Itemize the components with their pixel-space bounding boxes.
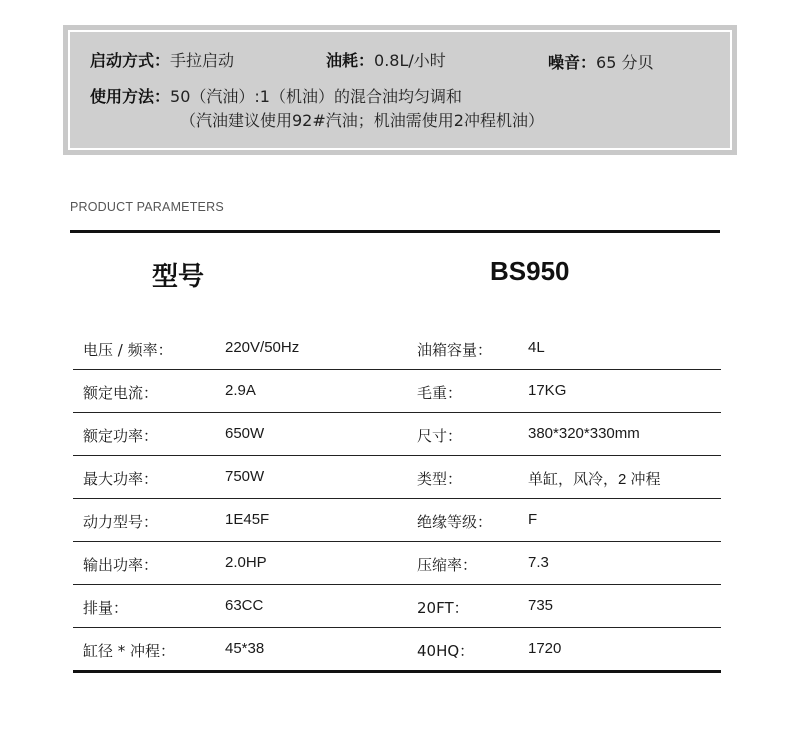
start-method — [90, 48, 234, 71]
param-label: 输出功率： — [83, 556, 159, 574]
section-label: PRODUCT PARAMETERS — [70, 200, 224, 214]
usage-method-line2: （汽油建议使用92#汽油；机油需使用2冲程机油） — [180, 111, 544, 130]
fuel-consumption — [326, 48, 446, 71]
noise-level-label: 噪音： — [548, 53, 597, 72]
noise-level-value: 65 分贝 — [596, 53, 654, 72]
table-row — [73, 370, 721, 413]
param-label: 动力型号： — [83, 513, 159, 531]
param-label: 类型： — [417, 470, 463, 488]
param-label: 排量： — [83, 599, 129, 617]
param-label: 最大功率： — [83, 470, 159, 488]
param-value: 2.9A — [225, 382, 256, 399]
fuel-consumption-label: 油耗： — [326, 51, 375, 70]
param-value: F — [528, 511, 538, 528]
usage-method-label: 使用方法： — [90, 87, 171, 106]
param-label: 额定功率： — [83, 427, 159, 445]
param-label: 20FT： — [417, 599, 469, 617]
noise-level — [548, 50, 653, 73]
parameters-table — [73, 327, 721, 673]
param-label: 电压 / 频率： — [83, 341, 173, 359]
param-value: 45*38 — [225, 640, 265, 657]
table-row — [73, 542, 721, 585]
usage-info-inner — [68, 30, 732, 150]
param-value: 单缸，风冷，2 冲程 — [528, 471, 661, 488]
start-method-label: 启动方式： — [90, 51, 171, 70]
usage-method — [90, 84, 462, 107]
param-value: 1E45F — [225, 511, 270, 528]
param-value: 220V/50Hz — [225, 339, 300, 356]
usage-method-line1: 50（汽油）:1（机油）的混合油均匀调和 — [170, 87, 462, 106]
param-value: 2.0HP — [225, 554, 267, 571]
table-row — [73, 628, 721, 673]
table-row — [73, 456, 721, 499]
param-label: 绝缘等级： — [417, 513, 493, 531]
param-value: 650W — [225, 425, 265, 442]
param-label: 尺寸： — [417, 427, 463, 445]
param-value: 735 — [528, 597, 554, 614]
model-value: BS950 — [490, 256, 570, 286]
param-label: 额定电流： — [83, 384, 159, 402]
param-value: 63CC — [225, 597, 264, 614]
param-value: 750W — [225, 468, 265, 485]
usage-info-box — [63, 25, 737, 155]
param-label: 40HQ： — [417, 642, 475, 660]
fuel-consumption-value: 0.8L/小时 — [374, 51, 446, 70]
param-label: 毛重： — [417, 384, 463, 402]
param-value: 7.3 — [528, 554, 549, 571]
param-label: 压缩率： — [417, 556, 478, 574]
param-label: 缸径 * 冲程： — [83, 642, 176, 660]
table-row — [73, 413, 721, 456]
param-label: 油箱容量： — [417, 341, 493, 359]
table-row — [73, 499, 721, 542]
param-value: 380*320*330mm — [528, 425, 640, 442]
table-row — [73, 585, 721, 628]
param-value: 17KG — [528, 382, 567, 399]
table-row — [73, 327, 721, 370]
table-top-rule — [70, 230, 720, 233]
param-value: 4L — [528, 339, 545, 356]
param-value: 1720 — [528, 640, 562, 657]
model-label: 型号 — [152, 262, 205, 292]
start-method-value: 手拉启动 — [170, 51, 235, 70]
